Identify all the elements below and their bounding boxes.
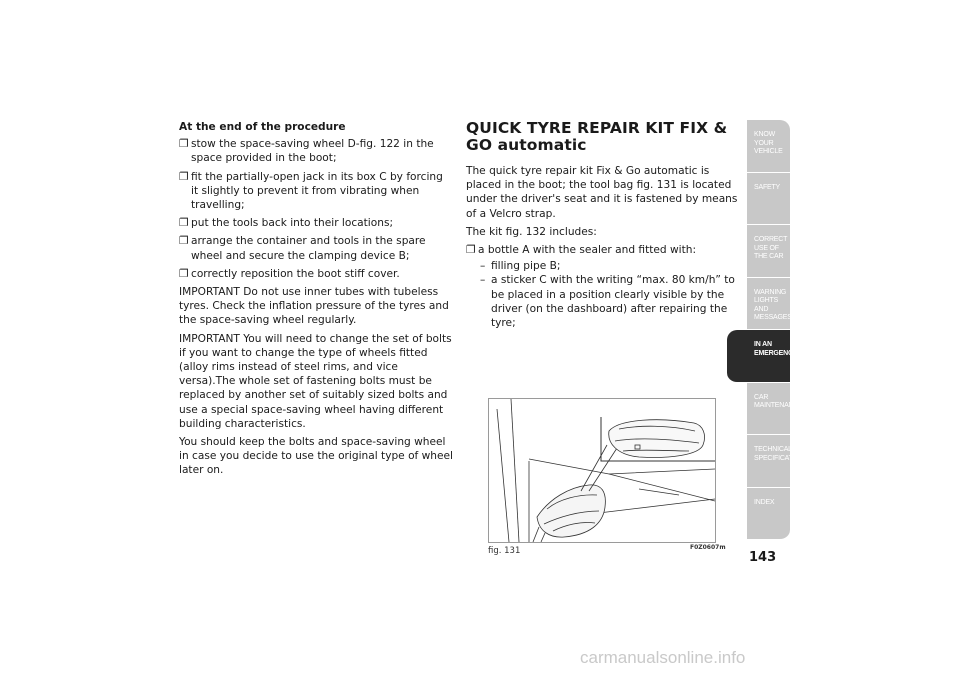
checkbox-bullet-icon: ❐ [179,170,189,183]
important-note-inner-tubes: IMPORTANT Do not use inner tubes with tubeless tyres. Check the inflation pressure of the tyres and the space-saving wheel regularly. [179,286,449,327]
checkbox-bullet-icon: ❐ [179,235,189,248]
figure-tool-bag [488,398,716,543]
tab-technical-specifications[interactable]: TECHNICAL SPECIFICATIONS [747,435,790,488]
section-index-tabs [747,120,810,540]
watermark: carmanualsonline.info [580,648,746,667]
list-item: ❐ fit the partially-open jack in its box C by forcing it slightly to prevent it from vibrating when travelling; [179,170,443,212]
figure-caption: fig. 131 [488,546,521,556]
tab-know-your-vehicle[interactable]: KNOW YOUR VEHICLE [747,120,790,173]
page-number: 143 [749,550,777,565]
paragraph-keep-bolts: You should keep the bolts and space-saving wheel in case you decide to use the original type of wheel later on. [179,436,454,477]
paragraph-kit-includes: The kit fig. 132 includes: [466,225,597,238]
sub-list-item: – a sticker C with the writing “max. 80 km/h” to be placed in a position clearly visible by the driver (on the dashboard) after repairing the tyre; [480,274,735,330]
left-column [179,120,453,482]
important-note-bolts: IMPORTANT You will need to change the set of bolts if you want to change the type of wheels fitted (alloy rims instead of steel rims, and vice versa).The whole set of fastening bolts must be replaced by another set of suitably sized bolts and use a special space-saving wheel having different building characteristics. [179,332,452,430]
list-item: ❐ put the tools back into their locations; [179,217,394,230]
list-item: ❐ arrange the container and tools in the spare wheel and secure the clamping device B; [179,235,426,262]
checkbox-bullet-icon: ❐ [466,244,476,257]
tab-car-maintenance[interactable]: CAR MAINTENANCE [747,383,790,436]
checkbox-bullet-icon: ❐ [179,267,189,280]
tab-index[interactable]: INDEX [747,488,790,541]
sub-list-item: – filling pipe B; [480,260,561,273]
list-item: ❐ stow the space-saving wheel D-fig. 122 in the space provided in the boot; [179,138,434,165]
tool-bag-illustration [489,399,715,542]
right-column [466,120,740,330]
figure-code: F0Z0607m [690,544,726,551]
tab-warning-lights[interactable]: WARNING LIGHTS AND MESSAGES [747,278,790,331]
subheading: At the end of the procedure [179,121,346,133]
tab-correct-use[interactable]: CORRECT USE OF THE CAR [747,225,790,278]
section-title: QUICK TYRE REPAIR KIT FIX & GO automatic [466,119,728,154]
tab-safety[interactable]: SAFETY [747,173,790,226]
checkbox-bullet-icon: ❐ [179,138,189,151]
list-item: ❐ a bottle A with the sealer and fitted with: [466,244,697,257]
paragraph-kit-location: The quick tyre repair kit Fix & Go automatic is placed in the boot; the tool bag fig. 131 is located under the driver's seat and it is fastened by means of a Velcro strap. [466,165,738,220]
tab-in-an-emergency[interactable]: IN AN EMERGENCY [727,330,790,383]
checkbox-bullet-icon: ❐ [179,217,189,230]
list-item: ❐ correctly reposition the boot stiff cover. [179,267,400,280]
